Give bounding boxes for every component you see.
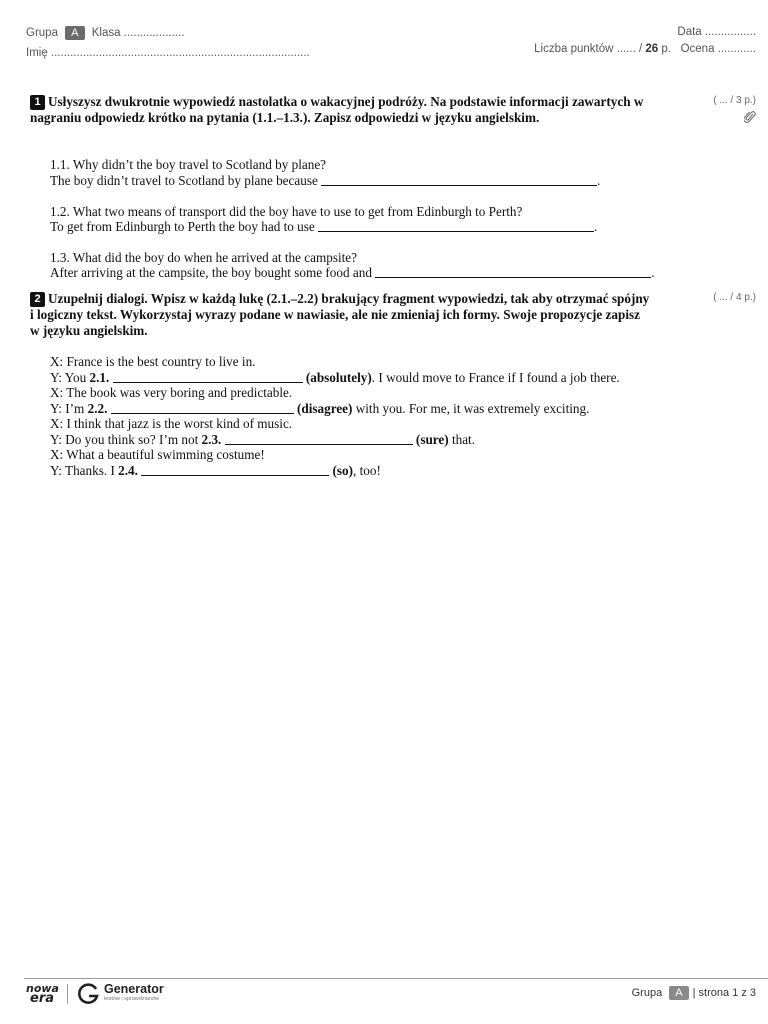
- gap-number-2-4: 2.4.: [118, 463, 138, 478]
- hint-2-4: (so): [332, 463, 354, 478]
- dialogue-line: Y: Do you think so? I’m not 2.3. (sure) that.: [50, 432, 476, 447]
- task2-title: Uzupełnij dialogi. Wpisz w każdą lukę (2.1.–2.2) brakujący fragment wypowiedzi, tak aby otrzymać spójny i logiczny tekst. Wykorzystaj wyrazy podane w nawiasie, ale nie zmieniaj ich formy. Swoje propozycje zapisz w języku angielskim.: [30, 291, 650, 338]
- gap-number-2-1: 2.1.: [89, 370, 110, 385]
- dialogue-line: Y: You 2.1. (absolutely). I would move to France if I found a job there.: [50, 370, 620, 385]
- gap-number-2-3: 2.3.: [201, 432, 222, 447]
- hint-2-1: (absolutely): [305, 370, 372, 385]
- question-1-3: 1.3. What did the boy do when he arrived at the campsite?: [50, 250, 358, 265]
- task2-points: ( ... / 4 p.): [713, 292, 756, 303]
- task1-title: Usłyszysz dwukrotnie wypowiedź nastolatka o wakacyjnej podróży. Na podstawie informacji zawartych w nagraniu odpowiedz krótko na pytania (1.1.–1.3.). Zapisz odpowiedzi w języku angielskim.: [30, 94, 644, 125]
- name-field[interactable]: Imię .................................................................................: [26, 47, 310, 59]
- footer-divider: [24, 978, 768, 979]
- question-1-1: 1.1. Why didn’t the boy travel to Scotland by plane?: [50, 157, 327, 172]
- page-indicator: Grupa A | strona 1 z 3: [631, 987, 756, 999]
- gap-number-2-2: 2.2.: [87, 401, 108, 416]
- group-label: Grupa: [26, 27, 58, 39]
- generator-subtitle: testów i sprawdzianów: [104, 996, 160, 1002]
- gap-2-2-blank[interactable]: [111, 401, 294, 414]
- dialogue-line: X: The book was very boring and predictable.: [50, 385, 293, 400]
- answer-1-1-blank[interactable]: [321, 173, 597, 186]
- class-field[interactable]: Klasa ...................: [91, 27, 185, 39]
- generator-logo-icon: [76, 982, 100, 1011]
- points-unit: p.: [661, 43, 671, 55]
- group-badge: A: [65, 26, 84, 40]
- score-row: [534, 43, 756, 55]
- gap-2-3-blank[interactable]: [225, 432, 413, 445]
- dialogue-line: Y: Thanks. I 2.4. (so), too!: [50, 463, 381, 478]
- group-field: [26, 26, 184, 40]
- generator-title: Generator: [104, 982, 164, 996]
- question-1-2: 1.2. What two means of transport did the boy have to use to get from Edinburgh to Perth?: [50, 204, 523, 219]
- answer-1-3-row: After arriving at the campsite, the boy bought some food and .: [50, 265, 655, 280]
- answer-1-1-prompt: The boy didn’t travel to Scotland by plane because: [50, 173, 318, 188]
- answer-1-3-prompt: After arriving at the campsite, the boy bought some food and: [50, 265, 372, 280]
- date-field[interactable]: Data ................: [677, 26, 756, 38]
- page-number: | strona 1 z 3: [692, 987, 756, 999]
- points-total: 26: [645, 43, 659, 55]
- gap-2-1-blank[interactable]: [113, 370, 303, 383]
- hint-2-2: (disagree): [297, 401, 353, 416]
- dialogue-line: Y: I’m 2.2. (disagree) with you. For me, it was extremely exciting.: [50, 401, 590, 416]
- nowa-era-logo: nowa era: [26, 982, 59, 1006]
- footer-logo-divider: [67, 984, 68, 1004]
- task1-points: ( ... / 3 p.): [713, 95, 756, 106]
- grade-field[interactable]: Ocena ............: [680, 43, 756, 55]
- dialogue-line: X: I think that jazz is the worst kind of music.: [50, 416, 293, 431]
- hint-2-3: (sure): [415, 432, 449, 447]
- gap-2-4-blank[interactable]: [141, 463, 329, 476]
- task2-instruction: [30, 291, 650, 338]
- dialogue-line: X: What a beautiful swimming costume!: [50, 447, 265, 462]
- answer-1-2-prompt: To get from Edinburgh to Perth the boy had to use: [50, 219, 315, 234]
- answer-1-2-row: To get from Edinburgh to Perth the boy had to use .: [50, 219, 598, 234]
- answer-1-2-blank[interactable]: [318, 219, 594, 232]
- task1-instruction: [30, 94, 650, 126]
- answer-1-3-blank[interactable]: [375, 265, 651, 278]
- answer-1-1-row: The boy didn’t travel to Scotland by plane because .: [50, 173, 601, 188]
- paperclip-icon[interactable]: [744, 110, 756, 124]
- task1-number: 1: [30, 95, 45, 110]
- footer-group-badge: A: [669, 986, 688, 1000]
- dialogue-line: X: France is the best country to live in.: [50, 354, 256, 369]
- task2-number: 2: [30, 292, 45, 307]
- points-label[interactable]: Liczba punktów ...... /: [534, 43, 643, 55]
